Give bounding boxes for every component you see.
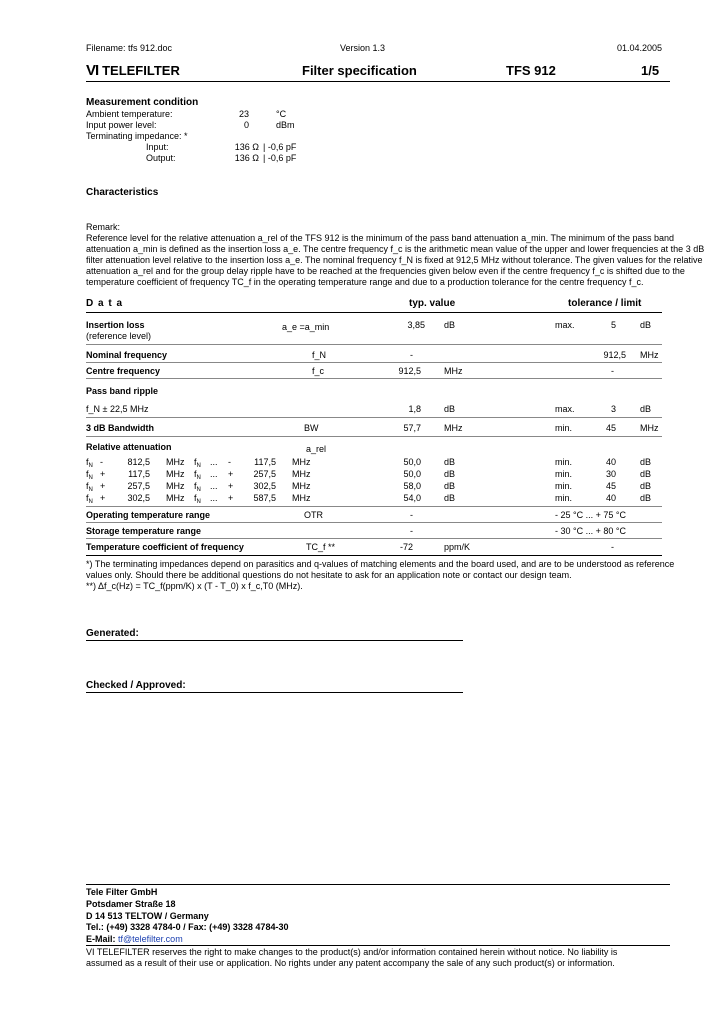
- tcf-label: Temperature coefficient of frequency: [86, 542, 244, 552]
- disclaimer-line-1: VI TELEFILTER reserves the right to make changes to the product(s) and/or information contained herein without notice. No liability is: [86, 947, 618, 957]
- relatt-cell-f2: 257,5: [253, 469, 276, 479]
- footnote-1: *) The terminating impedances depend on parasitics and q-values of matching elements and the board used, and are to be understood as reference: [86, 559, 675, 569]
- centre-frequency-label: Centre frequency: [86, 366, 161, 376]
- insertion-loss-unit: dB: [444, 320, 456, 330]
- generated-signature-line: [86, 640, 463, 641]
- relatt-cell-qual: min.: [555, 469, 573, 479]
- relatt-cell-f1: 302,5: [127, 493, 150, 503]
- relatt-cell-limunit: dB: [640, 469, 652, 479]
- centre-frequency-typ: 912,5: [398, 366, 421, 376]
- centre-frequency-unit: MHz: [444, 366, 463, 376]
- relatt-cell-limunit: dB: [640, 493, 652, 503]
- relatt-cell-qual: min.: [555, 493, 573, 503]
- relatt-cell-u2: MHz: [292, 481, 311, 491]
- remark-line-3: filter attenuation level relative to the insertion loss a_e. The nominal frequency f_N is fixed at 912,5 MHz without tolerance. The given values for the relative: [86, 255, 703, 265]
- relatt-cell-u2: MHz: [292, 457, 311, 467]
- insertion-loss-symbol: a_e =a_min: [282, 322, 330, 332]
- ripple-limit-unit: dB: [640, 404, 652, 414]
- footer-rule-2: [86, 945, 670, 946]
- page-number: 1/5: [641, 63, 660, 78]
- centre-frequency-symbol: f_c: [312, 366, 325, 376]
- tcf-unit: ppm/K: [444, 542, 471, 552]
- filename: Filename: tfs 912.doc: [86, 43, 173, 53]
- terminating-label: Terminating impedance: *: [86, 131, 188, 141]
- tcf-symbol: TC_f **: [306, 542, 336, 552]
- relatt-fn-symbol: $f_N$: [86, 481, 93, 493]
- operating-temp-limit: - 25 °C ... + 75 °C: [555, 510, 626, 520]
- bandwidth-qual: min.: [555, 423, 573, 433]
- table-bottom-rule: [86, 555, 662, 556]
- relatt-cell-u1: MHz: [166, 493, 185, 503]
- row-rule: [86, 362, 662, 363]
- relatt-cell-qual: min.: [555, 457, 573, 467]
- relatt-cell-typ: 50,0: [403, 457, 421, 467]
- storage-temp-label: Storage temperature range: [86, 526, 202, 536]
- nominal-frequency-typ: -: [410, 350, 413, 360]
- relatt-cell-f1: 117,5: [128, 469, 150, 479]
- header-rule: [86, 81, 670, 82]
- characteristics-heading: Characteristics: [86, 187, 159, 198]
- relatt-cell-f2: 117,5: [254, 457, 276, 467]
- relatt-fn-symbol: $f_N$: [194, 481, 201, 493]
- storage-temp-limit: - 30 °C ... + 80 °C: [555, 526, 626, 536]
- relatt-cell-u2: MHz: [292, 469, 311, 479]
- relatt-cell-f1: 812,5: [127, 457, 150, 467]
- nominal-frequency-limit-unit: MHz: [640, 350, 659, 360]
- relatt-cell-s1: +: [100, 481, 106, 491]
- relatt-cell-limunit: dB: [640, 481, 652, 491]
- relatt-cell-u1: MHz: [166, 481, 185, 491]
- row-rule: [86, 436, 662, 437]
- operating-temp-symbol: OTR: [304, 510, 323, 520]
- row-rule: [86, 522, 662, 523]
- logo-vi: VI: [86, 62, 99, 79]
- footer-email-link[interactable]: tf@telefilter.com: [118, 934, 183, 944]
- doc-title: Filter specification: [302, 63, 417, 78]
- footer-company: Tele Filter GmbH: [86, 887, 158, 897]
- footer-email-label: E-Mail:: [86, 934, 116, 944]
- ripple-qual: max.: [555, 404, 575, 414]
- relatt-fn-symbol: $f_N$: [86, 493, 93, 505]
- bandwidth-limit-unit: MHz: [640, 423, 659, 433]
- row-rule: [86, 378, 662, 379]
- footer-rule: [86, 884, 670, 885]
- relatt-cell-qual: min.: [555, 481, 573, 491]
- output-impedance: 136 Ω: [234, 153, 259, 163]
- bandwidth-symbol: BW: [304, 423, 319, 433]
- version: Version 1.3: [340, 43, 386, 53]
- relatt-cell-lim: 30: [605, 469, 616, 479]
- relatt-cell-dots: ...: [210, 469, 218, 479]
- input-impedance: 136 Ω: [234, 142, 259, 152]
- relatt-cell-s2: +: [228, 493, 234, 503]
- output-capacitance: | -0,6 pF: [263, 153, 297, 163]
- relatt-fn-symbol: $f_N$: [86, 457, 93, 469]
- insertion-loss-limit-unit: dB: [640, 320, 652, 330]
- tcf-limit: -: [611, 542, 614, 552]
- checked-label: Checked / Approved:: [86, 680, 186, 691]
- relatt-cell-unit: dB: [444, 493, 456, 503]
- relatt-cell-s1: -: [100, 457, 103, 467]
- relatt-cell-f1: 257,5: [127, 481, 150, 491]
- nominal-frequency-limit: 912,5: [603, 350, 626, 360]
- ripple-limit: 3: [610, 404, 616, 414]
- row-rule: [86, 417, 662, 418]
- doc-date: 01.04.2005: [617, 43, 663, 53]
- relatt-cell-u1: MHz: [166, 457, 185, 467]
- bandwidth-label: 3 dB Bandwidth: [86, 423, 154, 433]
- power-value: 0: [243, 120, 249, 130]
- operating-temp-typ: -: [410, 510, 413, 520]
- relatt-cell-limunit: dB: [640, 457, 652, 467]
- row-rule: [86, 538, 662, 539]
- ripple-typ: 1,8: [408, 404, 421, 414]
- ambient-unit: °C: [276, 109, 287, 119]
- relatt-fn-symbol: $f_N$: [194, 493, 201, 505]
- relatt-cell-unit: dB: [444, 457, 456, 467]
- relatt-cell-f2: 302,5: [253, 481, 276, 491]
- bandwidth-unit: MHz: [444, 423, 463, 433]
- relative-attenuation-symbol: a_rel: [306, 444, 327, 454]
- part-number: TFS 912: [506, 63, 556, 78]
- remark-line-4: attenuation a_rel and for the group delay ripple have to be reached at the frequencies given below even if the centre frequency f_c is shifted due to the: [86, 266, 685, 276]
- nominal-frequency-label: Nominal frequency: [86, 350, 168, 360]
- ripple-unit: dB: [444, 404, 456, 414]
- relatt-cell-unit: dB: [444, 481, 456, 491]
- operating-temp-label: Operating temperature range: [86, 510, 211, 520]
- row-rule: [86, 344, 662, 345]
- row-rule: [86, 506, 662, 507]
- remark-label: Remark:: [86, 222, 121, 232]
- footer-email-row: [86, 934, 183, 944]
- footnote-2: values only. Should there be additional questions do not hesitate to ask for an application note or contact our design team.: [86, 570, 572, 580]
- remark-line-5: temperature coefficient of frequency TC_f in the operating temperature range and due to a production tolerance for the centre frequency f_c.: [86, 277, 644, 287]
- header-logo: [86, 62, 180, 79]
- tcf-typ: -72: [399, 542, 413, 552]
- relatt-cell-s2: +: [228, 481, 234, 491]
- relatt-cell-typ: 58,0: [403, 481, 421, 491]
- bandwidth-typ: 57,7: [403, 423, 421, 433]
- relatt-fn-symbol: $f_N$: [86, 469, 93, 481]
- ripple-label: Pass band ripple: [86, 386, 159, 396]
- footer-phone: Tel.: (+49) 3328 4784-0 / Fax: (+49) 3328 4784-30: [86, 922, 289, 932]
- relatt-cell-dots: ...: [210, 457, 218, 467]
- relatt-cell-lim: 45: [605, 481, 616, 491]
- ambient-label: Ambient temperature:: [86, 109, 173, 119]
- input-capacitance: | -0,6 pF: [263, 142, 297, 152]
- relatt-cell-typ: 50,0: [403, 469, 421, 479]
- relatt-cell-unit: dB: [444, 469, 456, 479]
- insertion-loss-typ: 3,85: [407, 320, 425, 330]
- relatt-cell-s1: +: [100, 469, 106, 479]
- insertion-loss-qual: max.: [555, 320, 575, 330]
- relatt-cell-typ: 54,0: [403, 493, 421, 503]
- disclaimer-line-2: assumed as a result of their use or application. No rights under any patent accompany the sale of any such product(s) or information.: [86, 958, 615, 968]
- generated-label: Generated:: [86, 628, 139, 639]
- relatt-fn-symbol: $f_N$: [194, 457, 201, 469]
- footer-street: Potsdamer Straße 18: [86, 899, 176, 909]
- relatt-cell-lim: 40: [605, 493, 616, 503]
- footer-city: D 14 513 TELTOW / Germany: [86, 911, 209, 921]
- power-unit: dBm: [276, 120, 295, 130]
- table-header-rule: [86, 312, 662, 313]
- relatt-fn-symbol: $f_N$: [194, 469, 201, 481]
- remark-line-2: attenuation a_min is defined as the insertion loss a_e. The centre frequency f_c is the arithmetic mean value of the upper and lower frequencies at the 3 dB: [86, 244, 705, 254]
- bandwidth-limit: 45: [605, 423, 616, 433]
- checked-signature-line: [86, 692, 463, 693]
- relatt-cell-dots: ...: [210, 481, 218, 491]
- relatt-cell-s2: +: [228, 469, 234, 479]
- footnote-3: **) Δf_c(Hz) = TC_f(ppm/K) x (T - T_0) x f_c,T0 (MHz).: [86, 581, 303, 591]
- relatt-cell-lim: 40: [605, 457, 616, 467]
- insertion-loss-label: Insertion loss: [86, 320, 145, 330]
- ambient-value: 23: [238, 109, 249, 119]
- ripple-sublabel: f_N ± 22,5 MHz: [86, 404, 149, 414]
- company-name: TELEFILTER: [102, 63, 180, 78]
- relatt-cell-s2: -: [228, 457, 231, 467]
- remark-line-1: Reference level for the relative attenuation a_rel of the TFS 912 is the minimum of the pass band attenuation a_min. The minimum of the pass band: [86, 233, 675, 243]
- output-label: Output:: [146, 153, 176, 163]
- insertion-loss-limit: 5: [610, 320, 616, 330]
- nominal-frequency-symbol: f_N: [312, 350, 327, 360]
- relatt-cell-u1: MHz: [166, 469, 185, 479]
- input-label: Input:: [146, 142, 169, 152]
- table-header-tolerance: tolerance / limit: [568, 298, 642, 309]
- power-label: Input power level:: [86, 120, 157, 130]
- relative-attenuation-label: Relative attenuation: [86, 442, 172, 452]
- relatt-cell-dots: ...: [210, 493, 218, 503]
- relatt-cell-f2: 587,5: [253, 493, 276, 503]
- insertion-loss-sublabel: (reference level): [86, 331, 152, 341]
- relatt-cell-s1: +: [100, 493, 106, 503]
- storage-temp-typ: -: [410, 526, 413, 536]
- centre-frequency-limit: -: [611, 366, 614, 376]
- table-header-typ: typ. value: [409, 298, 456, 309]
- table-header-data: D a t a: [86, 298, 124, 309]
- relatt-cell-u2: MHz: [292, 493, 311, 503]
- measurement-heading: Measurement condition: [86, 97, 199, 108]
